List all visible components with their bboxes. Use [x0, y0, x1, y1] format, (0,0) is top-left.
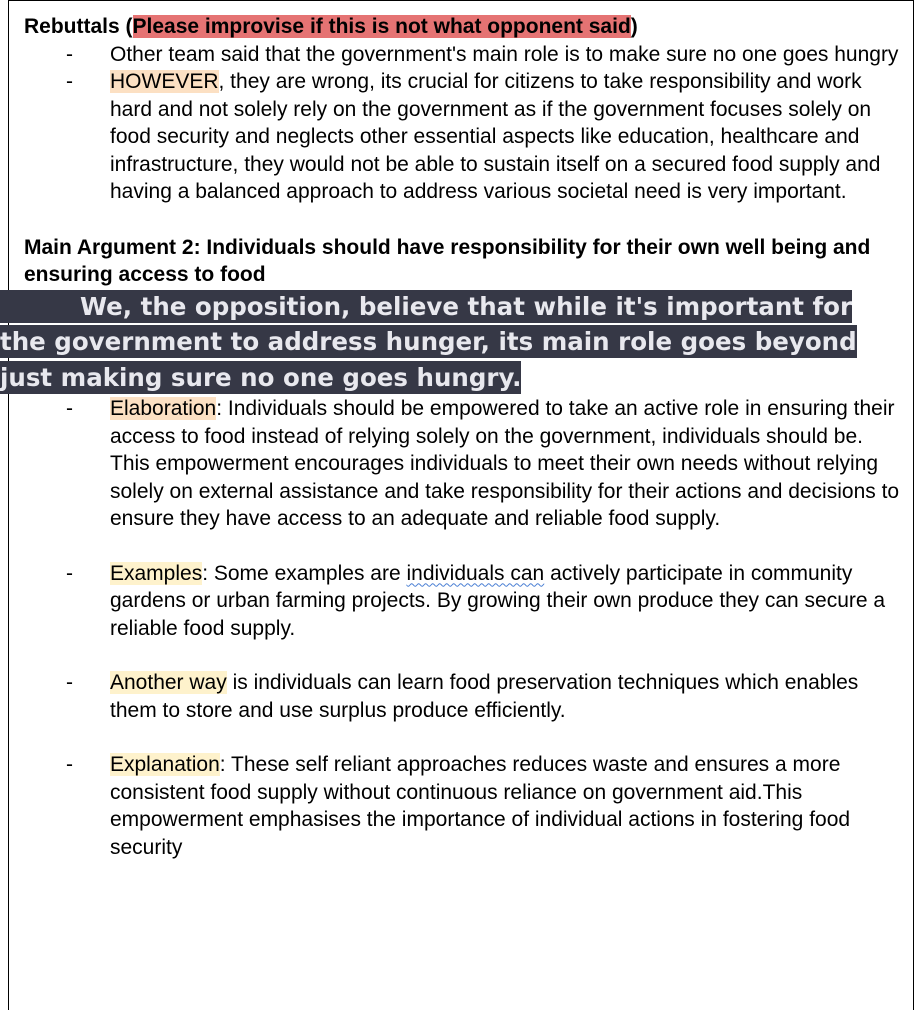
examples-text-before: : Some examples are [202, 561, 407, 585]
list-item [24, 560, 908, 643]
argument-2-list-a [24, 395, 908, 533]
rebuttal-2-text: , they are wrong, its crucial for citizens to take responsibility and work hard and not solely rely on the government as if the government focuses solely on food security and neglects other essential aspects like education, healthcare and infrastructure, they would not be able to sustain itself on a secured food supply and having a balanced approach to address various societal need is very important. [110, 70, 881, 203]
list-item [24, 395, 908, 533]
elaboration-highlight: Elaboration [110, 397, 217, 420]
rebuttal-1-text: Other team said that the government's main role is to make sure no one goes hungry [110, 42, 899, 66]
examples-highlight: Examples [110, 561, 203, 585]
rebuttals-heading-label: Rebuttals ( [24, 15, 133, 38]
argument-2-heading: Main Argument 2: Individuals should have responsibility for their own well being and ensuring access to food [24, 235, 871, 286]
rebuttal-2-highlight: HOWEVER [110, 70, 219, 93]
spacer [24, 724, 908, 751]
argument-2-list-d [24, 751, 908, 861]
list-item [24, 669, 908, 724]
spacer [24, 206, 908, 234]
examples-text-after: actively participate in community gardens or urban farming projects. By growing their own produce they can secure a reliable food supply. [110, 561, 886, 640]
elaboration-text: : Individuals should be empowered to take an active role in ensuring their access to food instead of relying solely on the government, individuals should be. This empowerment encourages individuals to meet their own needs without relying solely on external assistance and take responsibility for their actions and decisions to ensure they have access to an adequate and reliable food supply. [110, 397, 900, 530]
explanation-highlight: Explanation [110, 753, 220, 776]
explanation-text: : These self reliant approaches reduces waste and ensures a more consistent food supply without continuous reliance on government aid.This empowerment emphasises the importance of individual actions in fostering food security [110, 753, 851, 859]
list-item [24, 41, 908, 69]
document-body[interactable] [0, 13, 908, 861]
spacer [24, 642, 908, 669]
another-way-highlight: Another way [110, 671, 227, 694]
another-way-text: is individuals can learn food preservation techniques which enables them to store and use surplus produce efficiently. [110, 671, 859, 722]
spacer [24, 533, 908, 560]
opposition-quote-text [0, 290, 857, 394]
opposition-quote [0, 289, 870, 396]
spellcheck-flagged-phrase[interactable]: individuals can [406, 561, 545, 585]
list-item [24, 68, 908, 206]
list-item [24, 751, 908, 861]
rebuttals-heading [24, 13, 908, 41]
rebuttals-heading-note: Please improvise if this is not what opponent said [132, 15, 631, 38]
rebuttals-heading-close: ) [630, 15, 638, 38]
argument-2-list-b [24, 560, 908, 643]
opposition-quote-content: We, the opposition, believe that while it's important for the government to address hunger, its main role goes beyond just making sure no one goes hungry. [0, 291, 857, 392]
rebuttals-list [24, 41, 908, 206]
argument-2-list-c [24, 669, 908, 724]
